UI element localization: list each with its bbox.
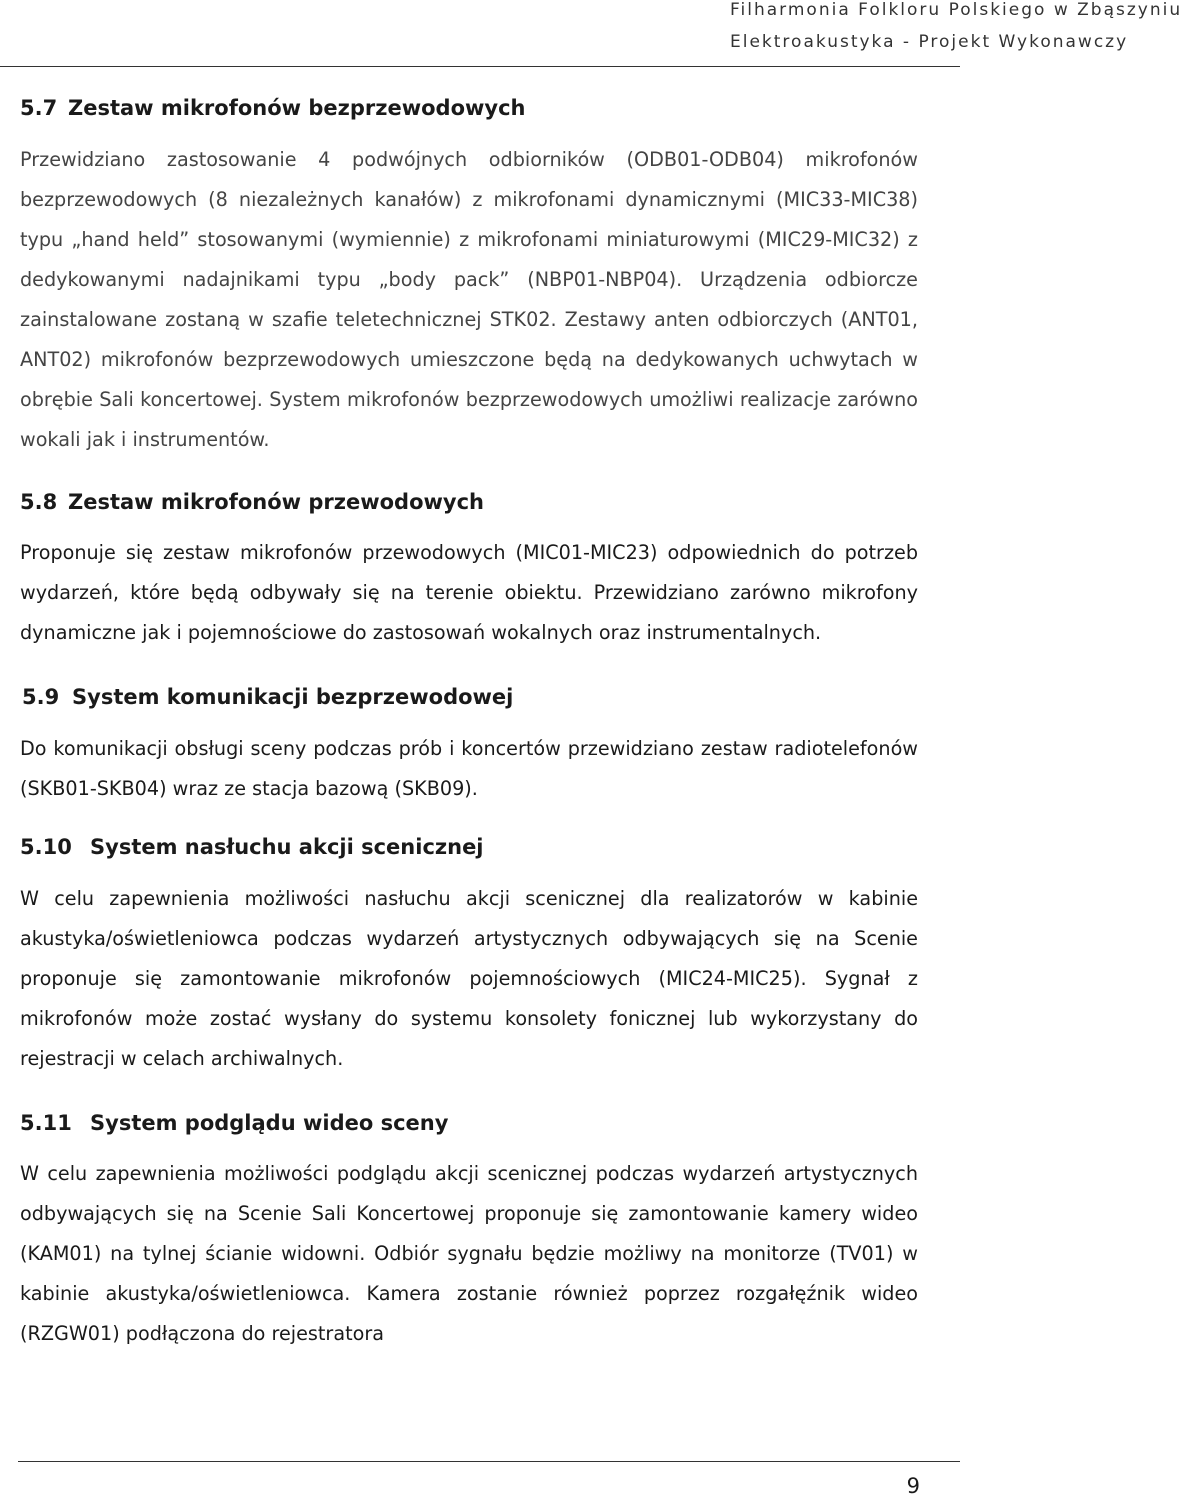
section-heading [20, 88, 918, 128]
section-number: 5.7 [20, 96, 58, 120]
page-number: 9 [906, 1474, 920, 1498]
section-body: W celu zapewnienia możliwości nasłuchu akcji scenicznej dla realizatorów w kabinie akustyka/oświetleniowca podczas wydarzeń artystycznych odbywających się na Scenie proponuje się zamontowanie mikrofonów pojemnościowych (MIC24-MIC25). Sygnał z mikrofonów może zostać wysłany do systemu konsolety fonicznej lub wykorzystany do rejestracji w celach archiwalnych. [20, 887, 918, 1070]
section-5-10 [20, 827, 918, 1079]
section-title: Zestaw mikrofonów przewodowych [68, 490, 485, 514]
section-body: W celu zapewnienia możliwości podglądu akcji scenicznej podczas wydarzeń artystycznych odbywających się na Scenie Sali Koncertowej proponuje się zamontowanie kamery wideo (KAM01) na tylnej ścianie widowni. Odbiór sygnału będzie możliwy na monitorze (TV01) w kabinie akustyka/oświetleniowca. Kamera zostanie również poprzez rozgałęźnik wideo (RZGW01) podłączona do rejestratora [20, 1162, 918, 1345]
section-title: System podglądu wideo sceny [90, 1111, 449, 1135]
section-body: Przewidziano zastosowanie 4 podwójnych odbiorników (ODB01-ODB04) mikrofonów bezprzewodowych (8 niezależnych kanałów) z mikrofonami dynamicznymi (MIC33-MIC38) typu „hand held” stosowanymi (wymiennie) z mikrofonami miniaturowymi (MIC29-MIC32) z dedykowanymi nadajnikami typu „body pack” (NBP01-NBP04). Urządzenia odbiorcze zainstalowane zostaną w szafie teletechnicznej STK02. Zestawy anten odbiorczych (ANT01, ANT02) mikrofonów bezprzewodowych umieszczone będą na dedykowanych uchwytach w obrębie Sali koncertowej. System mikrofonów bezprzewodowych umożliwi realizacje zarówno wokali jak i instrumentów. [20, 148, 918, 451]
section-5-8 [20, 482, 918, 653]
section-heading [20, 482, 918, 522]
section-5-7 [20, 88, 918, 460]
section-number: 5.10 [20, 835, 72, 859]
section-heading [20, 677, 918, 717]
section-title: System komunikacji bezprzewodowej [72, 685, 514, 709]
section-heading [20, 1103, 918, 1143]
section-5-11 [20, 1103, 918, 1354]
header-divider [0, 66, 960, 67]
section-5-9 [20, 677, 918, 809]
section-title: Zestaw mikrofonów bezprzewodowych [68, 96, 526, 120]
page-content [20, 88, 918, 1354]
section-title: System nasłuchu akcji scenicznej [90, 835, 484, 859]
section-body: Do komunikacji obsługi sceny podczas prób i koncertów przewidziano zestaw radiotelefonów (SKB01-SKB04) wraz ze stacja bazową (SKB09). [20, 737, 918, 800]
section-number: 5.8 [20, 490, 58, 514]
section-body: Proponuje się zestaw mikrofonów przewodowych (MIC01-MIC23) odpowiednich do potrzeb wydarzeń, które będą odbywały się na terenie obiektu. Przewidziano zarówno mikrofony dynamiczne jak i pojemnościowe do zastosowań wokalnych oraz instrumentalnych. [20, 541, 918, 644]
section-number: 5.9 [22, 685, 60, 709]
section-heading [20, 827, 918, 867]
header-project-name: Filharmonia Folkloru Polskiego w Zbąszyniu [730, 0, 1182, 20]
header-document-type: Elektroakustyka - Projekt Wykonawczy [730, 32, 1129, 52]
footer-divider [18, 1461, 960, 1462]
section-number: 5.11 [20, 1111, 72, 1135]
